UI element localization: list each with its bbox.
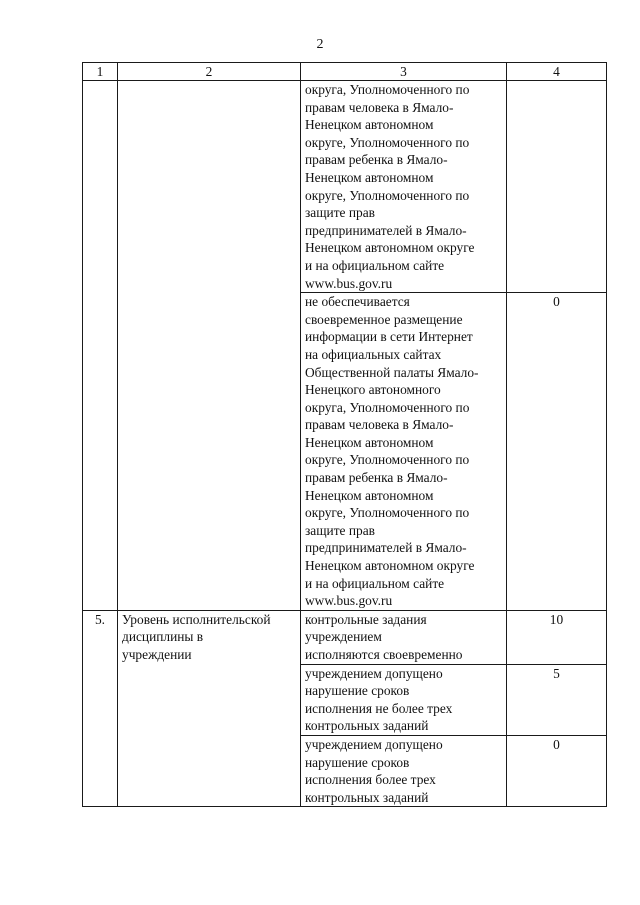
table-row <box>83 81 607 293</box>
row-number <box>83 81 118 611</box>
criterion-text: учреждением допущено нарушение сроков исполнения более трех контрольных заданий <box>301 735 507 806</box>
criterion-text: учреждением допущено нарушение сроков исполнения не более трех контрольных заданий <box>301 664 507 735</box>
criterion-text: округа, Уполномоченного по правам человека в Ямало- Ненецком автономном округе, Уполномоченного по правам ребенка в Ямало- Ненецком автономном округе, Уполномоченного по защите прав предпринимателей в Ямало- Ненецком автономном округе и на официальном сайте www.bus.gov.ru <box>301 81 507 293</box>
criterion-text: контрольные задания учреждением исполняются своевременно <box>301 610 507 664</box>
criteria-table <box>82 62 607 807</box>
indicator-name: Уровень исполнительской дисциплины в учреждении <box>118 610 301 807</box>
criterion-points: 0 <box>507 293 607 611</box>
table-header-row <box>83 63 607 81</box>
row-number: 5. <box>83 610 118 807</box>
criterion-points: 5 <box>507 664 607 735</box>
page-number: 2 <box>316 37 324 52</box>
header-col-2: 2 <box>118 63 301 81</box>
indicator-name <box>118 81 301 611</box>
criterion-points: 10 <box>507 610 607 664</box>
header-col-3: 3 <box>301 63 507 81</box>
criterion-text: не обеспечивается своевременное размещение информации в сети Интернет на официальных сайтах Общественной палаты Ямало- Ненецкого автономного округа, Уполномоченного по правам человека в Ямало- Ненецком автономном округе, Уполномоченного по правам ребенка в Ямало- Ненецком автономном округе, Уполномоченного по защите прав предпринимателей в Ямало- Ненецком автономном округе и на официальном сайте www.bus.gov.ru <box>301 293 507 611</box>
criterion-points: 0 <box>507 735 607 806</box>
table-row <box>83 610 607 664</box>
header-col-4: 4 <box>507 63 607 81</box>
criterion-points <box>507 81 607 293</box>
header-col-1: 1 <box>83 63 118 81</box>
